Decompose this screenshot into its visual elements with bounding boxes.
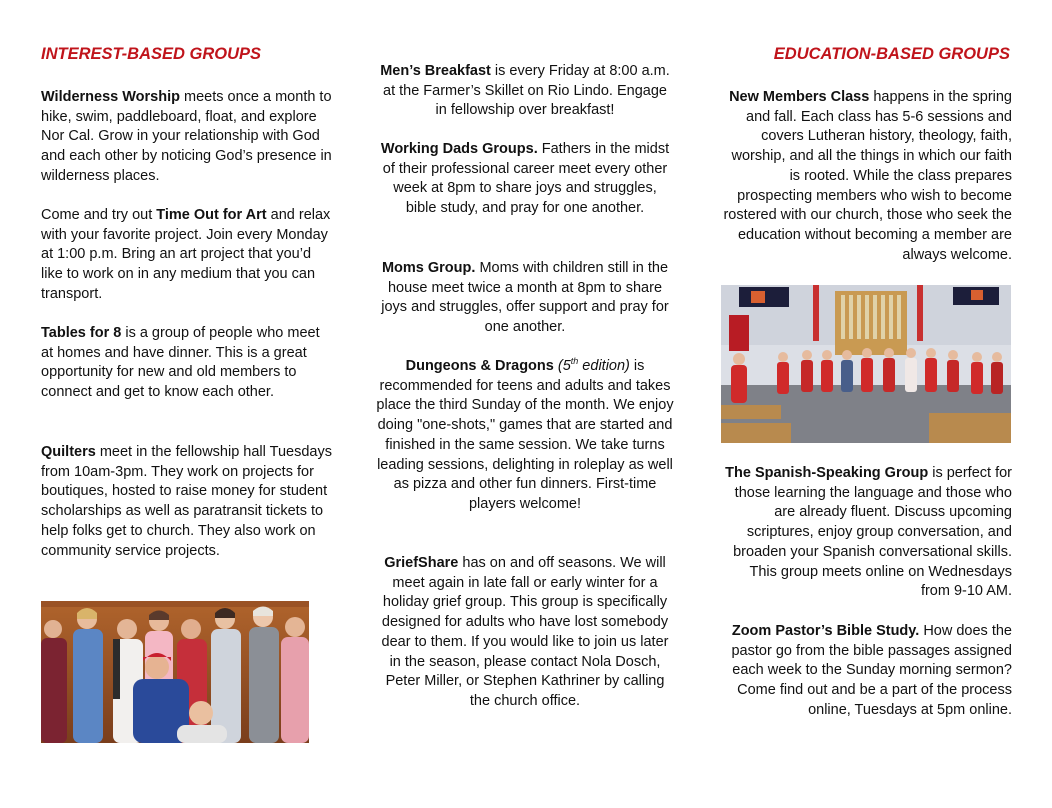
tables-for-8-paragraph (41, 324, 333, 403)
working-dads-paragraph (376, 140, 674, 219)
wilderness-worship-text: meets once a month to hike, swim, paddleboard, float, and explore Nor Cal. Grow in your relationship with God and each other by noticing God’s presence in wilderness places. (41, 89, 332, 184)
time-out-for-art-name: Time Out for Art (156, 207, 267, 223)
tables-for-8-name: Tables for 8 (41, 325, 122, 341)
spanish-group-paragraph (719, 464, 1012, 602)
dnd-edition: (5th edition) (553, 356, 630, 374)
quilters-group-photo (41, 601, 309, 743)
wilderness-worship-paragraph (41, 88, 333, 187)
zoom-bible-study-paragraph (719, 622, 1012, 721)
mens-breakfast-text: is every Friday at 8:00 a.m. at the Farmer’s Skillet on Rio Lindo. Engage in fellowship over breakfast! (383, 63, 670, 119)
education-groups-heading: EDUCATION-BASED GROUPS (773, 45, 1010, 63)
mens-breakfast-name: Men’s Breakfast (380, 63, 491, 79)
griefshare-text: has on and off seasons. We will meet again in late fall or early winter for a holiday grief group. This group is specifically designed for adults who have lost somebody dear to them. If you would like to join us later in the season, please contact Nola Dosch, Peter Miller, or Stephen Kathriner by calling the church office. (381, 555, 669, 709)
moms-group-name: Moms Group. (381, 260, 476, 276)
moms-group-paragraph (376, 259, 674, 338)
griefshare-paragraph (376, 554, 674, 712)
quilters-paragraph (41, 443, 333, 561)
time-out-text: and relax with your favorite project. Join every Monday at 1:00 p.m. Bring an art project that you’d like to work on in any medium that you can transport. (41, 207, 331, 302)
dungeons-dragons-paragraph (376, 357, 674, 515)
spanish-group-text: is perfect for those learning the language and those who are already fluent. Discuss upcoming scriptures, enjoy group conversation, and broaden your Spanish conversational skills. This group meets online on Wednesdays from 9-10 AM. (733, 465, 1012, 600)
dungeons-dragons-name: Dungeons & Dragons (405, 358, 554, 374)
time-out-pre-text: Come and try out (41, 207, 157, 223)
wilderness-worship-name: Wilderness Worship (41, 89, 180, 105)
zoom-bible-study-text: How does the pastor go from the bible passages assigned each week to the Sunday morning sermon? Come find out and be a part of the process online, Tuesdays at 5pm online. (731, 623, 1012, 718)
dungeons-dragons-text: is recommended for teens and adults and takes place the third Sunday of the month. We enjoy doing "one-shots," games that are started and finished in the same session. We take turns leading sessions, delighting in roleplay as well as pizza and other fun dinners. First-time players welcome! (376, 358, 674, 512)
working-dads-name: Working Dads Groups. (380, 141, 538, 157)
new-members-name: New Members Class (729, 89, 870, 105)
interest-groups-heading: INTEREST-BASED GROUPS (41, 45, 262, 63)
time-out-for-art-paragraph (41, 206, 333, 305)
sanctuary-photo (721, 285, 1011, 443)
tables-for-8-text: is a group of people who meet at homes and have dinner. This is a great opportunity for new and old members to connect and get to know each other. (41, 325, 320, 401)
new-members-paragraph (719, 88, 1012, 265)
mens-breakfast-paragraph (376, 62, 674, 121)
moms-group-text: Moms with children still in the house meet twice a month at 8pm to share joys and struggles, offer support and pray for one another. (381, 260, 669, 336)
griefshare-name: GriefShare (384, 555, 459, 571)
spanish-group-name: The Spanish-Speaking Group (725, 465, 929, 481)
quilters-text: meet in the fellowship hall Tuesdays from 10am-3pm. They work on projects for boutiques, hosted to raise money for student scholarships as well as paratransit tickets to help folks get to church. They also work on community service projects. (41, 444, 332, 559)
working-dads-text: Fathers in the midst of their professional career meet every other week at 8pm to share joys and struggles, bible study, and pray for one another. (382, 141, 670, 217)
quilters-name: Quilters (41, 444, 96, 460)
new-members-text: happens in the spring and fall. Each class has 5-6 sessions and covers Lutheran history, theology, faith, worship, and all the things in which our faith is rooted. While the class prepares prospecting members who wish to become rostered with our church, those who seek the education without becoming a member are always welcome. (723, 89, 1012, 263)
zoom-bible-study-name: Zoom Pastor’s Bible Study. (731, 623, 920, 639)
